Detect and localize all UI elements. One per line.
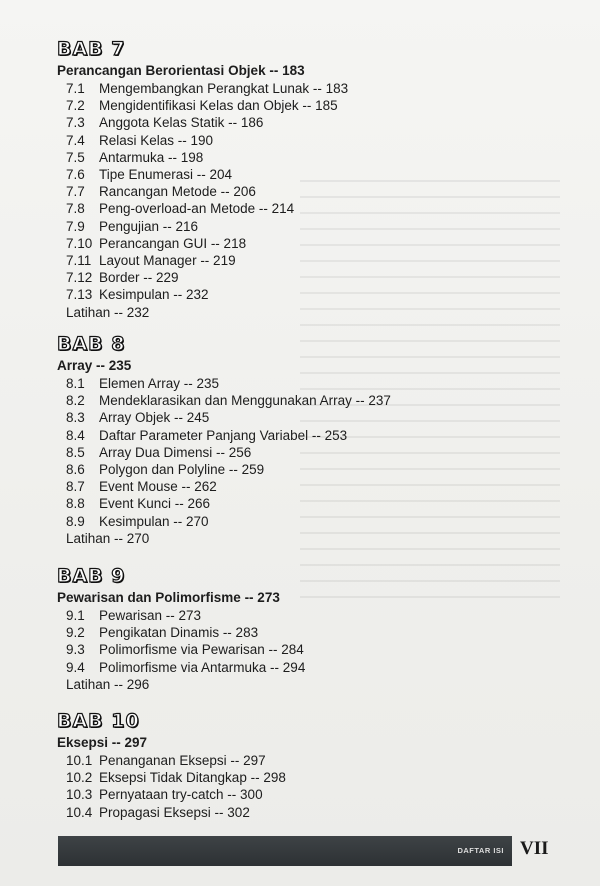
entry-text: Penanganan Eksepsi -- 297 <box>99 753 266 768</box>
toc-entry <box>57 786 286 803</box>
entry-number: 9.2 <box>66 625 85 641</box>
chapter-9 <box>57 565 305 693</box>
entry-text: Layout Manager -- 219 <box>99 253 236 269</box>
toc-entry <box>57 286 348 303</box>
toc-entry <box>57 392 391 409</box>
toc-entry <box>57 804 286 821</box>
toc-entry <box>57 427 391 444</box>
entry-number: 7.10 <box>66 235 93 251</box>
entry-text: Peng-overload-an Metode -- 214 <box>99 201 295 217</box>
entry-number: 8.1 <box>66 376 85 391</box>
toc-entry <box>57 252 348 269</box>
toc-entry <box>57 132 348 149</box>
entry-number: 10.1 <box>66 753 93 768</box>
entry-text: Border -- 229 <box>99 270 179 286</box>
entry-text: Antarmuka -- 198 <box>99 149 204 165</box>
chapter-heading: BAB 9 <box>57 565 126 587</box>
entry-text: Polimorfisme via Pewarisan -- 284 <box>99 642 304 658</box>
entry-number: 7.3 <box>66 115 85 131</box>
entry-text: Pewarisan -- 273 <box>99 608 202 623</box>
entry-number: 8.3 <box>66 410 85 426</box>
section-label: DAFTAR ISI <box>457 846 504 855</box>
entry-text: Pengikatan Dinamis -- 283 <box>99 625 259 641</box>
chapter-title: Pewarisan dan Polimorfisme -- 273 <box>57 590 280 605</box>
toc-entry <box>57 218 348 235</box>
entry-text: Event Mouse -- 262 <box>99 479 217 495</box>
chapter-heading: BAB 8 <box>57 333 126 355</box>
toc-entry <box>57 444 391 461</box>
toc-entry <box>57 478 391 495</box>
entry-text: Rancangan Metode -- 206 <box>99 184 256 200</box>
toc-entry <box>57 114 348 131</box>
entry-text: Perancangan GUI -- 218 <box>99 235 247 251</box>
entry-number: 7.6 <box>66 167 85 183</box>
chapter-heading: BAB 10 <box>57 710 140 732</box>
toc-entry <box>57 752 286 769</box>
chapter-heading: BAB 7 <box>57 38 126 60</box>
entry-number: 8.4 <box>66 427 85 443</box>
entry-number: 10.2 <box>66 770 93 786</box>
chapter-7 <box>57 38 348 321</box>
entry-text: Tipe Enumerasi -- 204 <box>99 167 233 183</box>
entry-text: Elemen Array -- 235 <box>99 376 220 391</box>
entry-text: Pernyataan try-catch -- 300 <box>99 787 263 803</box>
exercise-entry: Latihan -- 232 <box>66 304 150 320</box>
entry-number: 9.3 <box>66 642 85 658</box>
toc-entry <box>57 513 391 530</box>
entry-number: 8.5 <box>66 444 85 460</box>
toc-list <box>57 607 305 676</box>
toc-entry <box>57 166 348 183</box>
entry-number: 7.11 <box>66 253 92 269</box>
entry-number: 7.2 <box>66 98 85 114</box>
toc-entry <box>57 607 305 624</box>
entry-number: 7.13 <box>66 287 93 303</box>
toc-entry <box>57 641 305 658</box>
entry-number: 8.7 <box>66 479 85 495</box>
toc-entry <box>57 97 348 114</box>
exercise-entry: Latihan -- 296 <box>66 676 150 692</box>
toc-entry <box>57 495 391 512</box>
entry-number: 7.5 <box>66 149 85 165</box>
entry-text: Eksepsi Tidak Ditangkap -- 298 <box>99 770 286 786</box>
entry-number: 8.6 <box>66 462 85 478</box>
entry-text: Polygon dan Polyline -- 259 <box>99 462 265 478</box>
entry-number: 10.4 <box>66 804 93 820</box>
page-number: VII <box>520 838 549 859</box>
entry-text: Pengujian -- 216 <box>99 218 199 234</box>
exercise-entry: Latihan -- 270 <box>66 530 150 546</box>
entry-number: 8.2 <box>66 393 85 409</box>
entry-text: Kesimpulan -- 232 <box>99 287 209 303</box>
entry-number: 10.3 <box>66 787 93 803</box>
entry-text: Polimorfisme via Antarmuka -- 294 <box>99 659 306 675</box>
toc-list <box>57 375 391 530</box>
entry-text: Anggota Kelas Statik -- 186 <box>99 115 264 131</box>
entry-number: 7.1 <box>66 81 85 96</box>
entry-text: Mendeklarasikan dan Menggunakan Array -- 237 <box>99 393 391 409</box>
entry-text: Event Kunci -- 266 <box>99 496 211 512</box>
entry-number: 7.12 <box>66 270 93 286</box>
chapter-title: Perancangan Berorientasi Objek -- 183 <box>57 63 305 78</box>
entry-number: 9.1 <box>66 608 85 623</box>
entry-text: Kesimpulan -- 270 <box>99 513 209 529</box>
toc-entry <box>57 183 348 200</box>
toc-entry <box>57 375 391 392</box>
entry-number: 7.4 <box>66 132 85 148</box>
entry-number: 8.9 <box>66 513 85 529</box>
entry-number: 7.9 <box>66 218 85 234</box>
entry-text: Mengidentifikasi Kelas dan Objek -- 185 <box>99 98 338 114</box>
entry-text: Relasi Kelas -- 190 <box>99 132 214 148</box>
toc-entry <box>57 269 348 286</box>
chapter-8 <box>57 333 391 547</box>
toc-entry <box>57 80 348 97</box>
toc-entry <box>57 235 348 252</box>
chapter-title: Array -- 235 <box>57 358 132 373</box>
entry-number: 7.8 <box>66 201 85 217</box>
toc-entry <box>57 200 348 217</box>
entry-text: Daftar Parameter Panjang Variabel -- 253 <box>99 427 348 443</box>
toc-entry <box>57 624 305 641</box>
toc-entry <box>57 149 348 166</box>
toc-entry <box>57 461 391 478</box>
toc-list <box>57 752 286 821</box>
toc-entry <box>57 659 305 676</box>
chapter-title: Eksepsi -- 297 <box>57 735 148 750</box>
entry-text: Mengembangkan Perangkat Lunak -- 183 <box>99 81 349 96</box>
entry-text: Array Dua Dimensi -- 256 <box>99 444 252 460</box>
toc-list <box>57 80 348 304</box>
entry-number: 7.7 <box>66 184 85 200</box>
entry-number: 9.4 <box>66 659 85 675</box>
entry-number: 8.8 <box>66 496 85 512</box>
toc-entry <box>57 409 391 426</box>
chapter-10 <box>57 710 286 821</box>
toc-entry <box>57 769 286 786</box>
entry-text: Array Objek -- 245 <box>99 410 210 426</box>
entry-text: Propagasi Eksepsi -- 302 <box>99 804 250 820</box>
footer-bar <box>58 836 512 866</box>
